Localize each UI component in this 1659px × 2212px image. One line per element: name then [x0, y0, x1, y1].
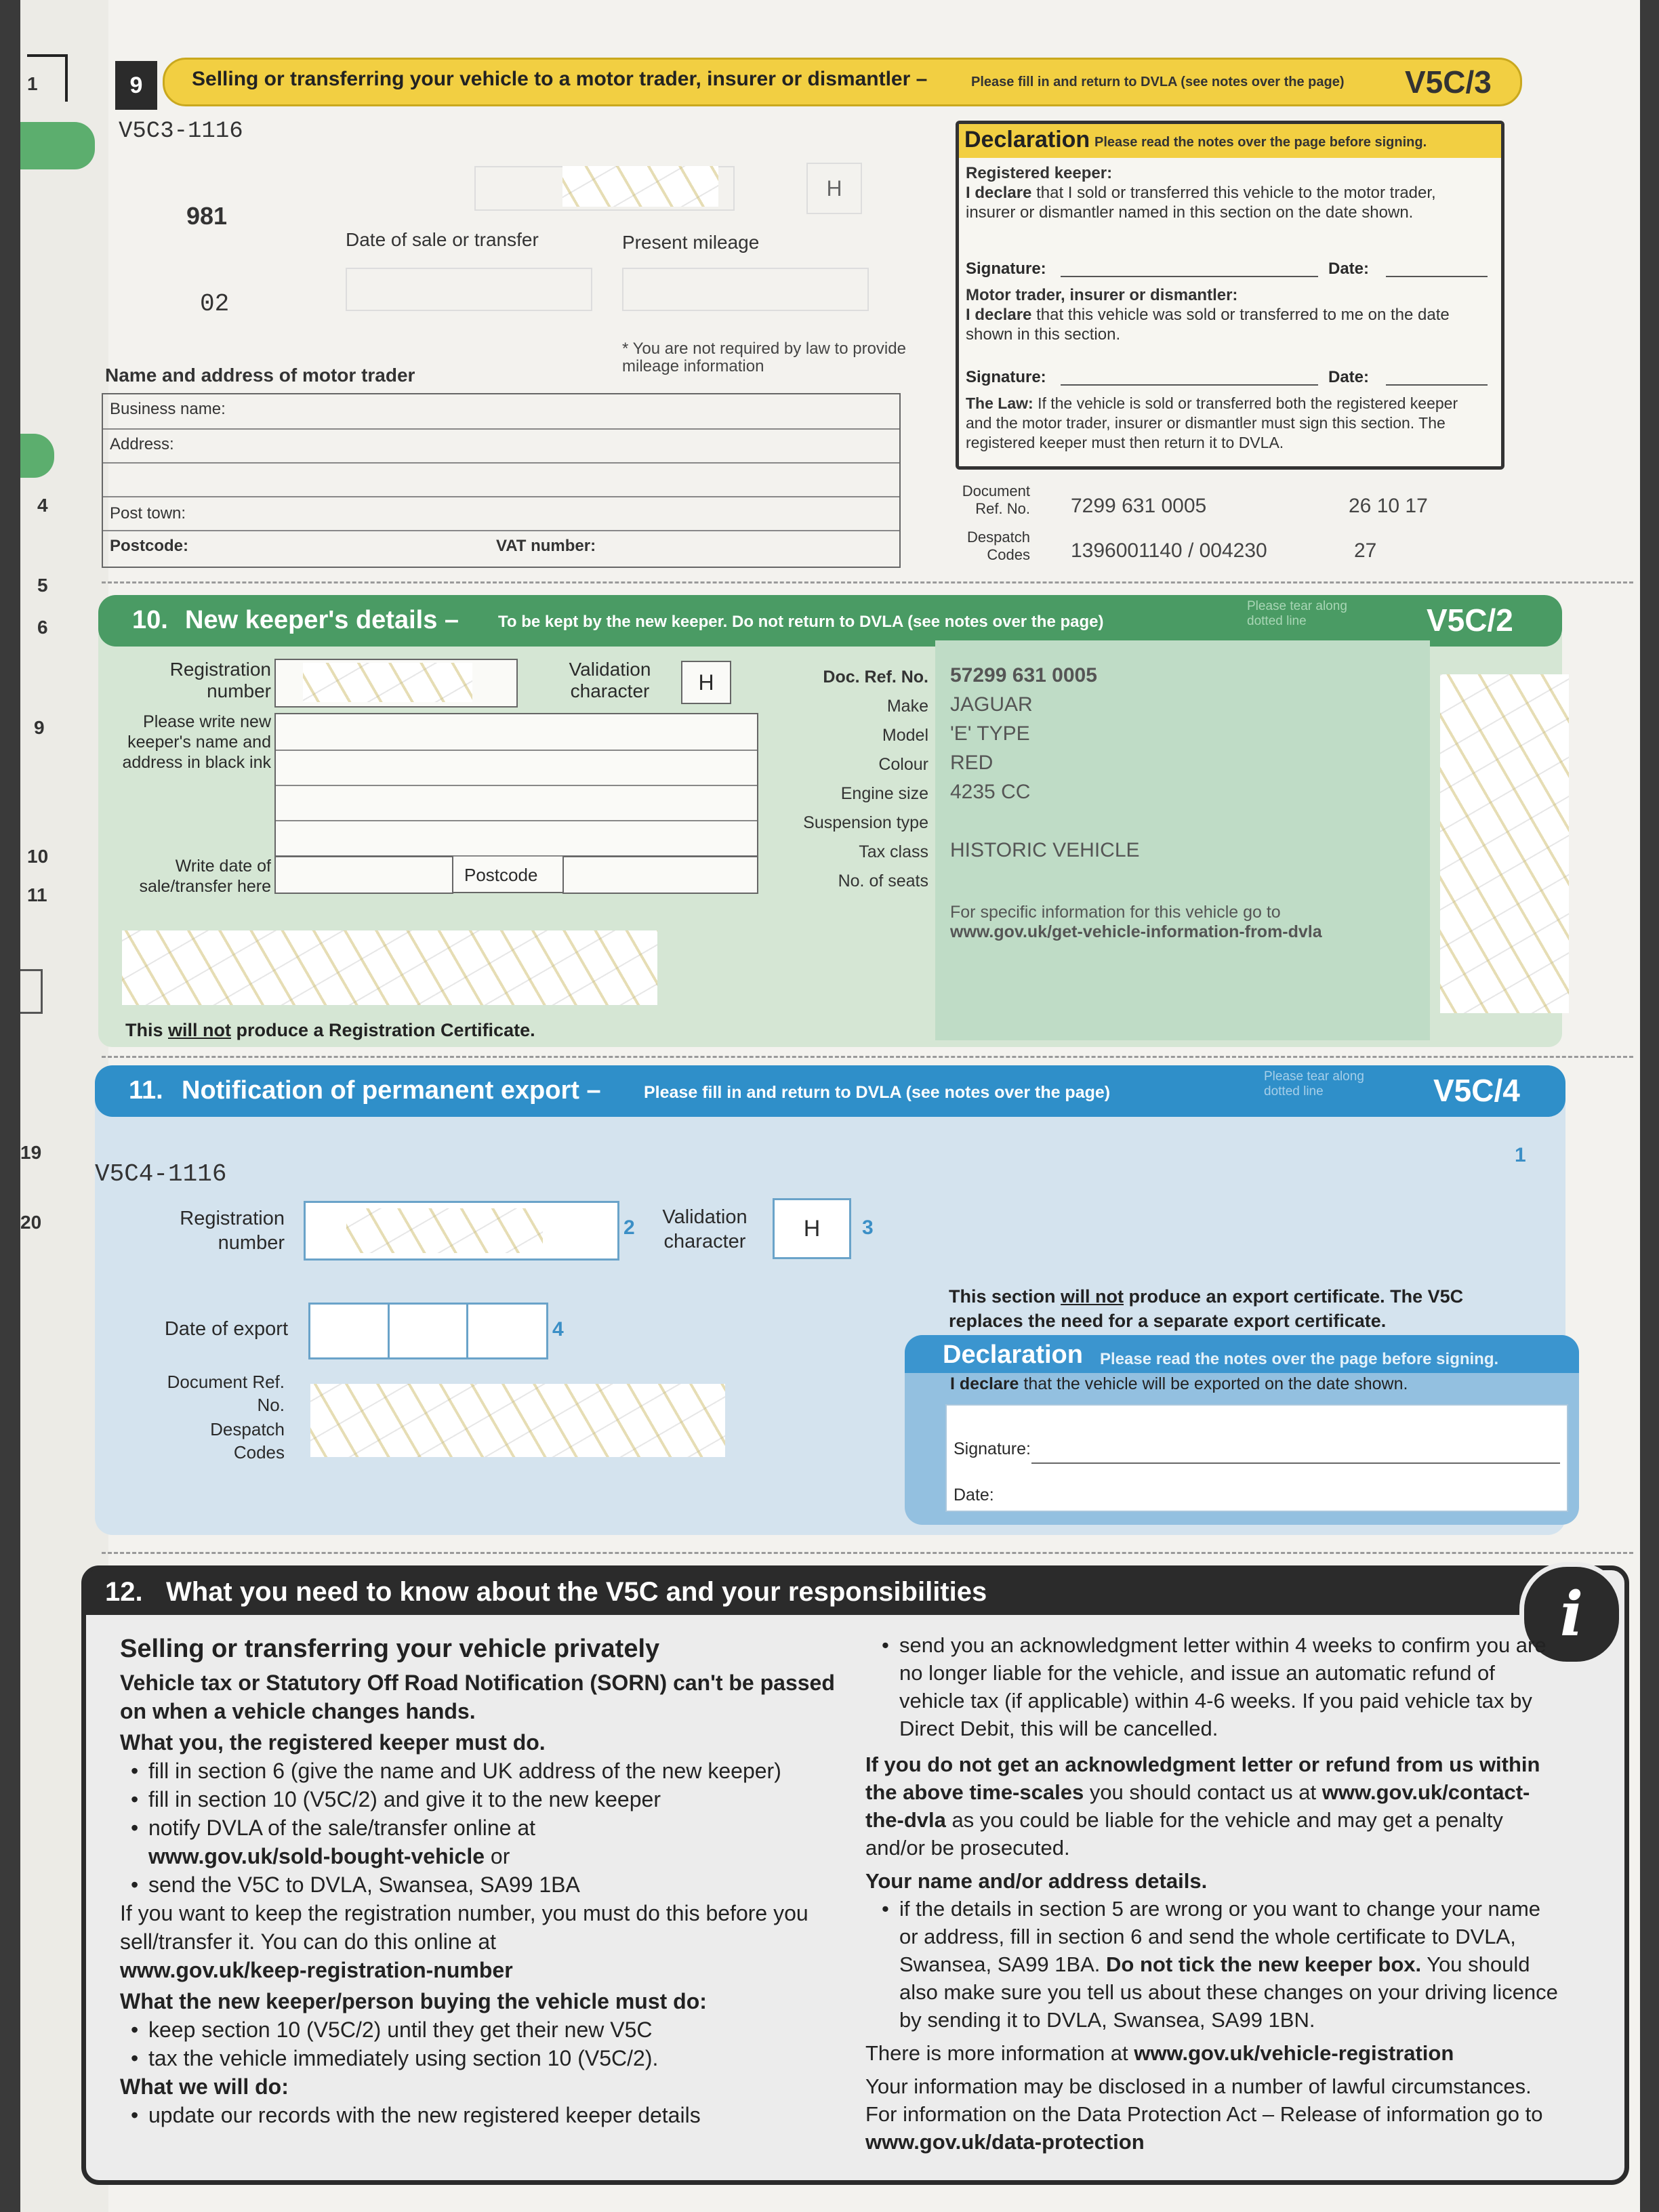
list-item: • tax the vehicle immediately using section 10 (V5C/2). [120, 2044, 865, 2072]
section-number: 12. [105, 1577, 143, 1607]
date-label: Date: [1328, 368, 1370, 386]
margin-bracket-v [65, 54, 68, 102]
section-11-title-bar [95, 1065, 1565, 1117]
vehicle-info-note [950, 903, 1322, 942]
address-label: Address: [110, 435, 174, 453]
registration-number-box [304, 1201, 619, 1261]
validation-character-label: Validation character [569, 659, 651, 701]
tear-line [102, 1552, 1633, 1554]
link[interactable]: www.gov.uk/vehicle-registration [1134, 2041, 1454, 2065]
law-text: If the vehicle is sold or transferred both the registered keeper and the motor trader, insurer or dismantler must sign this section. The registered keeper must then return it to DVLA. [966, 394, 1458, 451]
margin-green-tab [20, 122, 95, 169]
signature-line[interactable] [1061, 384, 1318, 386]
list-item: • fill in section 6 (give the name and UK address of the new keeper) [120, 1757, 865, 1785]
vehicle-detail-values [950, 661, 1425, 894]
field-number: 1 [1515, 1144, 1526, 1166]
trader-address-box[interactable] [102, 393, 901, 568]
date-label: Date: [954, 1486, 994, 1504]
date-of-sale-boxes[interactable] [346, 268, 592, 311]
detail-label: Tax class [859, 842, 928, 861]
declaration-title: Declaration [964, 127, 1090, 152]
signature-label: Signature: [966, 260, 1046, 278]
registered-keeper-text: that I sold or transferred this vehicle to the motor trader, insurer or dismantler named in this section on the date shown. [966, 184, 1436, 222]
bold-text: Vehicle tax or Statutory Off Road Notification (SORN) can't be passed on when a vehicle changes hands. [120, 1671, 835, 1723]
section-title: Selling or transferring your vehicle to a motor trader, insurer or dismantler – [192, 68, 928, 90]
field-number: 4 [552, 1318, 564, 1340]
validation-character-label: Validation character [662, 1206, 747, 1252]
law-bold: The Law: [966, 394, 1033, 412]
declaration-header [959, 124, 1501, 158]
postcode-boxes[interactable] [562, 856, 758, 894]
list-item: • send you an acknowledgment letter within 4 weeks to confirm you are no longer liable for the vehicle, and issue an automatic refund of vehicle tax (if applicable) within 4-6 weeks. If you paid vehicle tax by Direct Debit, this will be cancelled. [865, 1631, 1563, 1742]
document-ref-label: Document Ref. No. [167, 1372, 285, 1415]
date-of-export-label: Date of export [164, 1318, 288, 1340]
declaration-text: I declare that the vehicle will be exported on the date shown. [950, 1374, 1408, 1393]
form-code: V5C/2 [1427, 602, 1513, 638]
field-981: 981 [186, 202, 228, 230]
bold-text: What we will do: [120, 2074, 289, 2099]
table-edge [1640, 0, 1647, 2212]
paragraph: If you want to keep the registration number, you must do this before you sell/transfer it. You can do this online at [120, 1901, 808, 1954]
declaration-note: Please read the notes over the page before signing. [1100, 1350, 1499, 1368]
date-of-export-boxes[interactable] [308, 1303, 548, 1359]
section-9-title-bar [163, 58, 1522, 106]
section-title: Notification of permanent export – [182, 1076, 601, 1105]
detail-label: Model [882, 726, 928, 745]
redacted-watermark [1440, 674, 1569, 1013]
detail-label: Engine size [840, 784, 928, 803]
list-item: • send the V5C to DVLA, Swansea, SA99 1BA [120, 1870, 865, 1899]
section-12-right-column [865, 1631, 1563, 2156]
margin-number: 11 [27, 884, 47, 905]
list-item: • update our records with the new registered keeper details [120, 2101, 865, 2129]
redacted-watermark [310, 1384, 725, 1457]
redacted-watermark [562, 166, 718, 207]
section-title: What you need to know about the V5C and your responsibilities [166, 1577, 987, 1607]
detail-label: Make [886, 697, 928, 716]
registration-number-label: Registration number [180, 1208, 285, 1254]
section-number: 9 [115, 61, 157, 110]
form-code: V5C/4 [1433, 1073, 1520, 1108]
margin-number: 6 [37, 617, 48, 638]
redacted-watermark [303, 663, 472, 702]
detail-value: 'E' TYPE [950, 722, 1030, 745]
list-item: • if the details in section 5 are wrong or you want to change your name or address, fill in section 6 and send the whole certificate to DVLA, Swansea, SA99 1BA. Do not tick the new keeper box. You should also make sure you tell us about these changes on your driving licence by sending it to DVLA, Swansea, SA99 1BN. [865, 1895, 1563, 2034]
write-keeper-label: Please write new keeper's name and address in black ink [122, 712, 271, 772]
export-declaration-box [905, 1335, 1579, 1525]
declare-bold: I declare [966, 184, 1032, 202]
redacted-watermark [346, 1208, 543, 1253]
mileage-note: * You are not required by law to provide mileage information [622, 340, 906, 375]
section-10-title-bar [98, 595, 1562, 647]
tear-line [102, 581, 1633, 583]
info-line: For specific information for this vehicle go to [950, 903, 1281, 922]
trader-heading: Name and address of motor trader [105, 365, 415, 386]
declaration-header [905, 1335, 1579, 1373]
paragraph: Your information may be disclosed in a number of lawful circumstances. For information on the Data Protection Act – Release of information go to www.gov.uk/data-protection [865, 2074, 1543, 2154]
margin-number: 19 [20, 1142, 42, 1163]
list-item: • keep section 10 (V5C/2) until they get their new V5C [120, 2015, 865, 2044]
date-label: Date: [1328, 260, 1370, 278]
list-item: • fill in section 10 (V5C/2) and give it to the new keeper [120, 1785, 865, 1814]
field-number: 3 [862, 1216, 874, 1239]
field-number: 2 [623, 1216, 635, 1239]
declaration-note: Please read the notes over the page before signing. [1094, 135, 1427, 150]
tear-note: Please tear along dotted line [1264, 1069, 1364, 1099]
form-page [20, 0, 1647, 2212]
validation-character-value: H [681, 661, 731, 704]
paragraph: There is more information at www.gov.uk/vehicle-registration [865, 2041, 1454, 2065]
date-line[interactable] [1386, 384, 1488, 386]
section-title: New keeper's details – [185, 606, 459, 634]
signature-line[interactable] [1061, 276, 1318, 277]
detail-label: Doc. Ref. No. [823, 668, 928, 687]
field-02: 02 [200, 290, 230, 318]
declaration-title: Declaration [943, 1340, 1083, 1369]
date-of-sale-label: Date of sale or transfer [346, 229, 539, 250]
heading: Selling or transferring your vehicle privately [120, 1635, 660, 1663]
registration-number-box [274, 659, 518, 708]
detail-value: 57299 631 0005 [950, 664, 1097, 687]
link[interactable]: www.gov.uk/sold-bought-vehicle [148, 1844, 485, 1868]
validation-character-box: H [806, 163, 862, 214]
margin-number: 5 [37, 575, 48, 596]
redacted-watermark [122, 930, 657, 1005]
margin-box [20, 969, 43, 1014]
margin-number: 1 [27, 73, 38, 94]
margin-number: 4 [37, 495, 48, 516]
signature-line[interactable] [1031, 1462, 1560, 1464]
despatch-codes-label: Despatch Codes [210, 1419, 285, 1462]
post-town-label: Post town: [110, 504, 186, 523]
tear-note: Please tear along dotted line [1247, 599, 1347, 628]
margin-bracket [27, 54, 68, 57]
declaration-box [956, 121, 1504, 470]
section-12-left-column [120, 1635, 865, 2129]
detail-label: Suspension type [803, 813, 928, 832]
document-ref-date: 26 10 17 [1349, 495, 1428, 517]
section-number: 11. [129, 1076, 163, 1105]
detail-value [950, 806, 1425, 836]
business-name-label: Business name: [110, 400, 226, 418]
postcode-label: Postcode: [110, 537, 189, 555]
detail-value: 4235 CC [950, 781, 1031, 803]
date-of-sale-label: Write date of sale/transfer here [139, 857, 271, 896]
margin-number: 20 [20, 1212, 42, 1233]
registration-number-label: Registration number [169, 659, 271, 701]
section-number: 10. [132, 606, 168, 634]
form-code-text: V5C4-1116 [95, 1160, 227, 1188]
section-subtitle: Please fill in and return to DVLA (see notes over the page) [971, 75, 1345, 89]
date-of-sale-boxes[interactable] [274, 856, 453, 894]
margin-number: 10 [27, 846, 49, 867]
list-item: • notify DVLA of the sale/transfer online at www.gov.uk/sold-bought-vehicle or [120, 1814, 865, 1870]
paragraph: If you do not get an acknowledgment letter or refund from us within the above time-scales you should contact us at www.gov.uk/contact-the-dvla as you could be liable for the vehicle and may get a penalty and/or be prosecuted. [865, 1753, 1540, 1860]
info-link[interactable]: www.gov.uk/get-vehicle-information-from-dvla [950, 922, 1322, 941]
detail-value: RED [950, 752, 994, 774]
document-ref-label: Document Ref. No. [962, 483, 1030, 517]
signature-area[interactable] [945, 1404, 1568, 1512]
detail-label: No. of seats [838, 872, 928, 890]
no-certificate-note: This will not produce a Registration Certificate. [125, 1020, 535, 1040]
tear-line [102, 1056, 1633, 1058]
mileage-boxes[interactable] [622, 268, 869, 311]
validation-character-value: H [773, 1198, 851, 1259]
section-subtitle: To be kept by the new keeper. Do not return to DVLA (see notes over the page) [498, 613, 1104, 631]
section-subtitle: Please fill in and return to DVLA (see notes over the page) [644, 1083, 1111, 1102]
present-mileage-label: Present mileage [622, 232, 760, 253]
signature-label: Signature: [954, 1439, 1031, 1458]
export-certificate-note: This section will not produce an export certificate. The V5C replaces the need for a separate export certificate. [949, 1286, 1464, 1331]
motor-trader-text: that this vehicle was sold or transferred to me on the date shown in this section. [966, 306, 1450, 344]
registered-keeper-heading: Registered keeper: [966, 164, 1113, 182]
date-line[interactable] [1386, 276, 1488, 277]
detail-value: HISTORIC VEHICLE [950, 839, 1140, 861]
link[interactable]: www.gov.uk/keep-registration-number [120, 1958, 513, 1982]
document-ref-value: 7299 631 0005 [1071, 495, 1207, 517]
detail-value [950, 865, 1425, 894]
bold-text: What you, the registered keeper must do. [120, 1730, 546, 1755]
declare-bold: I declare [966, 306, 1032, 324]
bold-text: What the new keeper/person buying the vehicle must do: [120, 1989, 707, 2013]
motor-trader-heading: Motor trader, insurer or dismantler: [966, 286, 1238, 304]
form-code: V5C/3 [1405, 64, 1492, 100]
link[interactable]: www.gov.uk/data-protection [865, 2130, 1145, 2154]
despatch-codes-extra: 27 [1354, 539, 1377, 562]
postcode-label: Postcode [464, 865, 538, 885]
bold-text: Your name and/or address details. [865, 1869, 1208, 1893]
vehicle-detail-labels [732, 663, 928, 896]
signature-label: Signature: [966, 368, 1046, 386]
detail-label: Colour [878, 755, 928, 774]
detail-value: JAGUAR [950, 693, 1033, 716]
section-12-box [81, 1565, 1629, 2185]
margin-number: 9 [34, 717, 45, 738]
section-12-title-bar [85, 1569, 1572, 1615]
despatch-codes-label: Despatch Codes [967, 529, 1030, 563]
link[interactable]: www.gov.uk/contact-the-dvla [865, 1780, 1530, 1832]
despatch-codes-value: 1396001140 / 004230 [1071, 539, 1267, 562]
form-code-text: V5C3-1116 [119, 119, 243, 144]
info-icon: i [1519, 1562, 1624, 1666]
vat-number-label: VAT number: [496, 537, 596, 555]
